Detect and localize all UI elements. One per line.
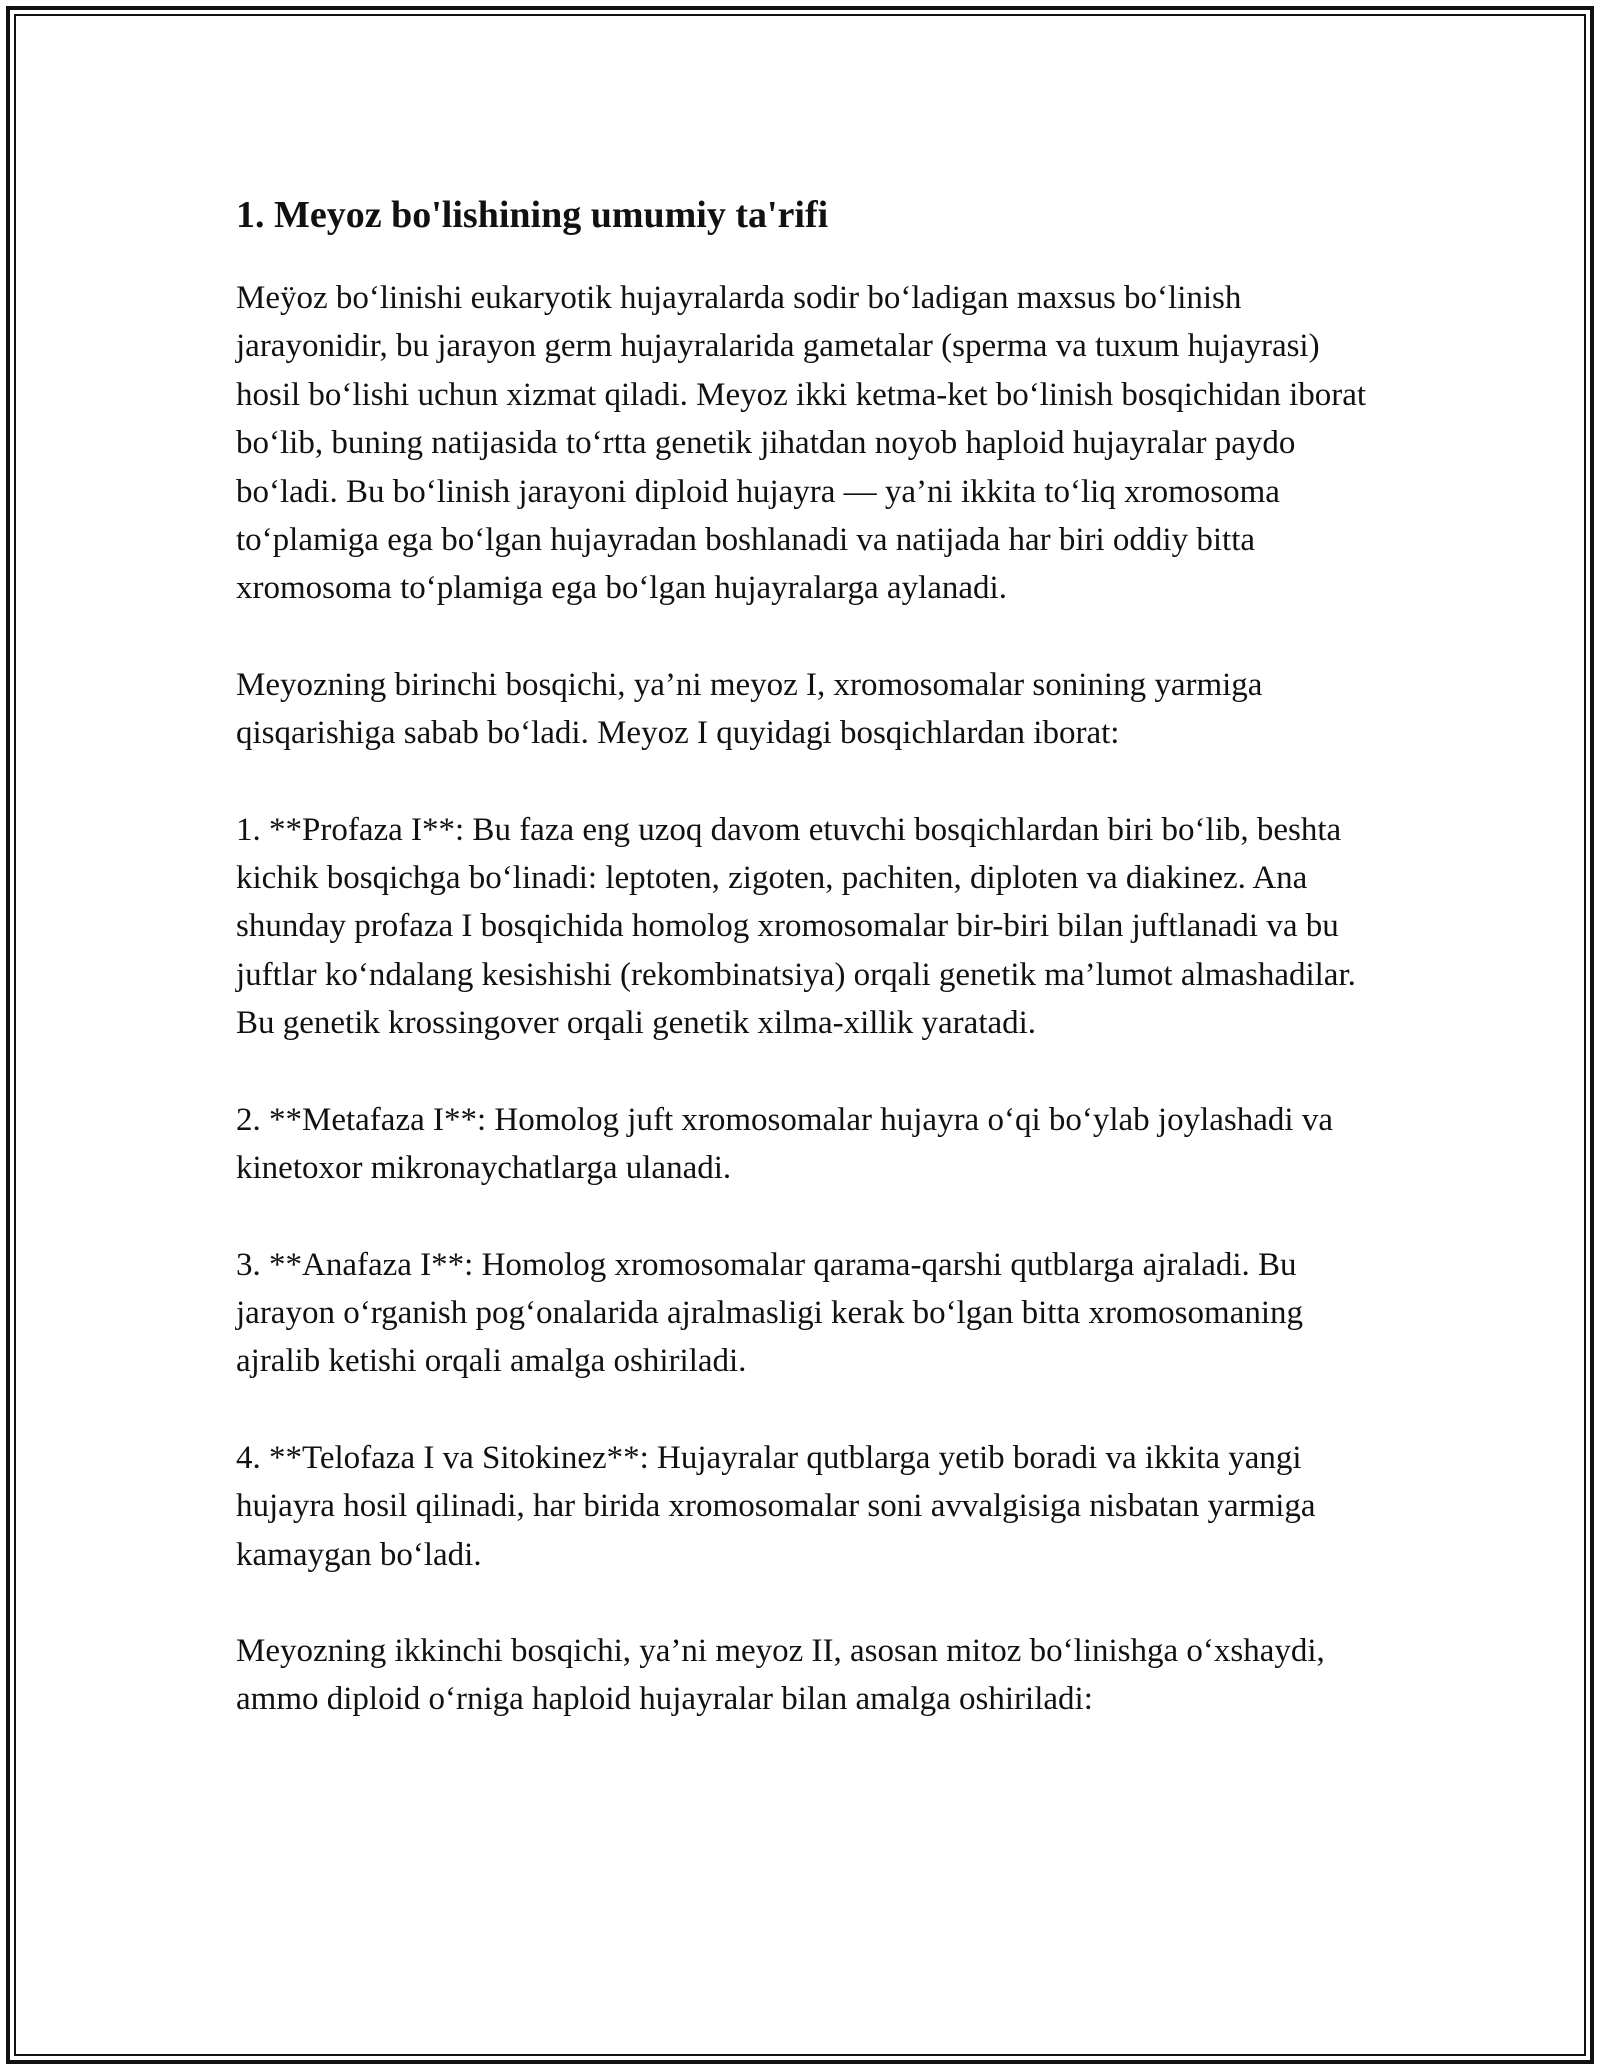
paragraph-metaphase-one: 2. **Metafaza I**: Homolog juft xromosomalar hujayra oʻqi boʻylab joylashadi va kinetoxor mikronaychatlarga ulanadi. [236, 1101, 1333, 1187]
paragraph-meiosis-one: Meyozning birinchi bosqichi, ya’ni meyoz I, xromosomalar sonining yarmiga qisqarishiga sabab boʻladi. Meyoz I quyidagi bosqichlardan iborat: [236, 666, 1263, 752]
paragraph-prophase-one: 1. **Profaza I**: Bu faza eng uzoq davom etuvchi bosqichlardan biri boʻlib, beshta kichik bosqichga boʻlinadi: leptoten, zigoten, pachiten, diploten va diakinez. Ana shunday profaza I bosqichida homolog xromosomalar bir-biri bilan juftlanadi va bu juftlar koʻndalang kesishishi (rekombinatsiya) orqali genetik ma’lumot almashadilar. Bu genetik krossingover orqali genetik xilma-xillik yaratadi. [236, 811, 1356, 1042]
paragraph-intro: Meÿoz boʻlinishi eukaryotik hujayralarda sodir boʻladigan maxsus boʻlinish jarayonidir, bu jarayon germ hujayralarida gametalar (sperma va tuxum hujayrasi) hosil boʻlishi uchun xizmat qiladi. Meyoz ikki ketma-ket boʻlinish bosqichidan iborat boʻlib, buning natijasida toʻrtta genetik jihatdan noyob haploid hujayralar paydo boʻladi. Bu boʻlinish jarayoni diploid hujayra — ya’ni ikkita toʻliq xromosoma toʻplamiga ega boʻlgan hujayradan boshlanadi va natijada har biri oddiy bitta xromosoma toʻplamiga ega boʻlgan hujayralarga aylanadi. [236, 280, 1367, 607]
paragraph-telophase-one: 4. **Telofaza I va Sitokinez**: Hujayralar qutblarga yetib boradi va ikkita yangi hujayra hosil qilinadi, har birida xromosomalar soni avvalgisiga nisbatan yarmiga kamaygan boʻladi. [236, 1439, 1316, 1573]
section-heading: 1. Meyoz bo'lishining umumiy ta'rifi [236, 194, 829, 236]
document-body [236, 186, 1386, 1772]
paragraph-meiosis-two: Meyozning ikkinchi bosqichi, ya’ni meyoz II, asosan mitoz boʻlinishga oʻxshaydi, ammo diploid oʻrniga haploid hujayralar bilan amalga oshiriladi: [236, 1632, 1325, 1718]
paragraph-anaphase-one: 3. **Anafaza I**: Homolog xromosomalar qarama-qarshi qutblarga ajraladi. Bu jarayon oʻrganish pogʻonalarida ajralmasligi kerak boʻlgan bitta xromosomaning ajralib ketishi orqali amalga oshiriladi. [236, 1246, 1304, 1380]
